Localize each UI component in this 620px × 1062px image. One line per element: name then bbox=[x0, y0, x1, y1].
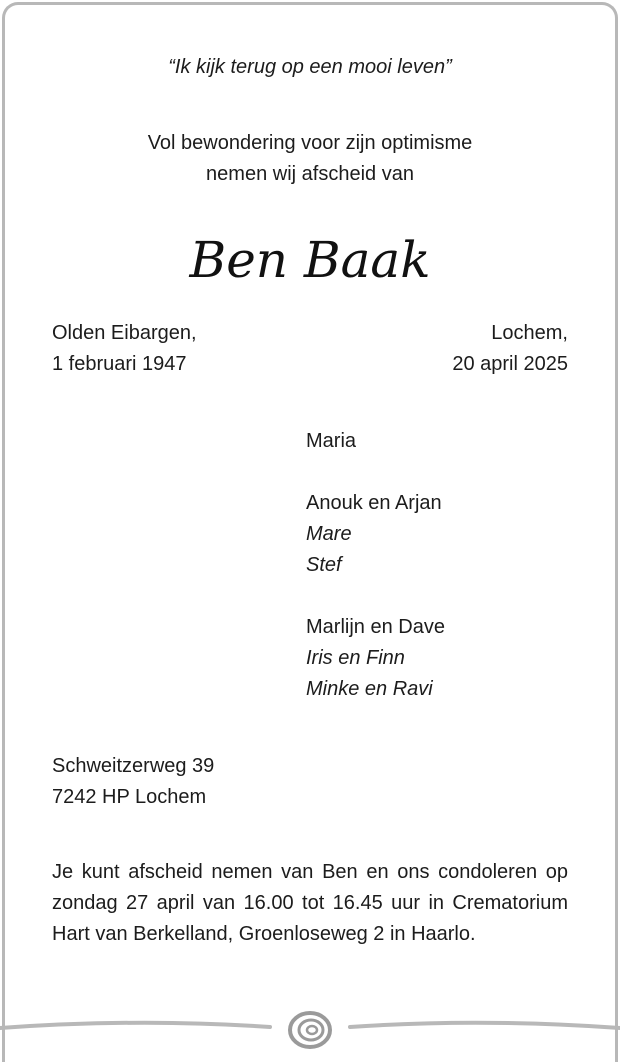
family-group-3 bbox=[306, 612, 445, 705]
grandchild: Minke en Ravi bbox=[306, 678, 433, 700]
birth-info bbox=[52, 318, 197, 380]
family-name: Marlijn en Dave bbox=[306, 616, 445, 638]
quote: “Ik kijk terug op een mooi leven” bbox=[168, 56, 452, 78]
address-street: Schweitzerweg 39 bbox=[52, 755, 215, 777]
intro-line-2: nemen wij afscheid van bbox=[206, 163, 414, 185]
birth-date: 1 februari 1947 bbox=[52, 353, 187, 375]
intro-line-1: Vol bewondering voor zijn optimisme bbox=[147, 132, 473, 154]
death-place: Lochem, bbox=[491, 322, 568, 344]
death-date: 20 april 2025 bbox=[452, 353, 568, 375]
grandchild: Stef bbox=[306, 554, 342, 576]
rose-swirl-icon bbox=[290, 1013, 330, 1047]
intro-text bbox=[0, 128, 620, 190]
address-city: 7242 HP Lochem bbox=[52, 786, 207, 808]
left-swoosh bbox=[0, 1023, 270, 1028]
right-swoosh bbox=[350, 1023, 620, 1028]
grandchild: Mare bbox=[306, 523, 352, 545]
family-name: Maria bbox=[306, 430, 357, 452]
bottom-ornament bbox=[0, 1000, 620, 1050]
correspondence-address bbox=[52, 751, 214, 813]
death-info bbox=[452, 318, 568, 380]
family-name: Anouk en Arjan bbox=[306, 492, 442, 514]
condolence-notice: Je kunt afscheid nemen van Ben en ons condoleren op zondag 27 april van 16.00 tot 16.45 uur in Crematorium Hart van Berkelland, Groenloseweg 2 in Haarlo. bbox=[52, 861, 568, 945]
grandchild: Iris en Finn bbox=[306, 647, 405, 669]
family-group-2 bbox=[306, 488, 442, 581]
deceased-name: Ben Baak bbox=[189, 231, 431, 289]
birth-place: Olden Eibargen, bbox=[52, 322, 197, 344]
family-group-1 bbox=[306, 426, 356, 457]
